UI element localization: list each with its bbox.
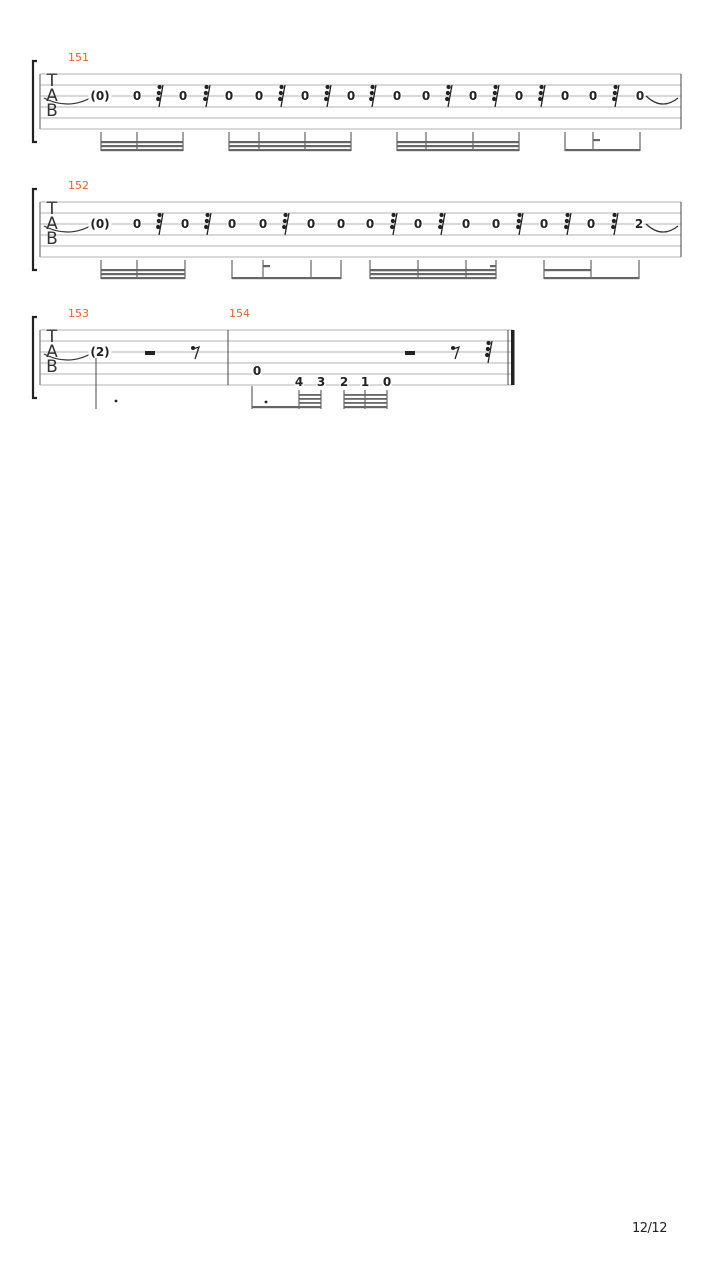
page-number: 12/12: [632, 1221, 667, 1236]
fret-number: 0: [254, 89, 264, 103]
fret-number: 0: [468, 89, 478, 103]
tab-system-1: [33, 51, 681, 151]
fret-number: 0: [588, 89, 598, 103]
half-rest-icon: [405, 351, 415, 355]
fret-number: 0: [560, 89, 570, 103]
measure-number: 151: [68, 51, 89, 64]
fret-number: 0: [539, 217, 549, 231]
rhythm-beam-partial: [263, 265, 270, 267]
fret-number: 0: [365, 217, 375, 231]
final-barline-thick: [511, 330, 515, 385]
fret-number: 0: [413, 217, 423, 231]
fret-number: 0: [300, 89, 310, 103]
fret-number: 2: [634, 217, 644, 231]
rhythm-beam: [229, 141, 351, 143]
measure-number: 152: [68, 179, 89, 192]
tab-clef-letter-b: B: [46, 357, 58, 377]
fret-number: 0: [586, 217, 596, 231]
fret-number: 0: [132, 89, 142, 103]
rhythm-beam: [397, 149, 519, 151]
rhythm-beam-partial: [490, 265, 496, 267]
tab-clef-letter-t: T: [46, 327, 58, 347]
fret-number: 0: [224, 89, 234, 103]
fret-number: (2): [90, 345, 110, 359]
rhythm-beam: [544, 277, 639, 279]
fret-number: 0: [306, 217, 316, 231]
augmentation-dot: [115, 400, 118, 403]
rhythm-beam: [397, 145, 519, 147]
system-bracket: [33, 317, 37, 398]
measure-number: 153: [68, 307, 89, 320]
rhythm-beam: [101, 141, 183, 143]
rhythm-beam: [101, 269, 185, 271]
fret-number: 3: [316, 375, 326, 389]
rhythm-beam: [101, 273, 185, 275]
rhythm-beam: [101, 277, 185, 279]
rhythm-beam: [565, 149, 640, 151]
eighth-rest-icon: [451, 346, 459, 359]
rhythm-beam: [229, 145, 351, 147]
rhythm-beam: [370, 273, 496, 275]
eighth-rest-icon: [191, 346, 199, 359]
fret-number: 0: [382, 375, 392, 389]
tab-system-2: [33, 179, 681, 279]
rhythm-beam: [370, 277, 496, 279]
fret-number: (0): [90, 217, 110, 231]
tie-curve: [646, 224, 678, 232]
rhythm-beam: [344, 406, 387, 408]
tab-system-3: [33, 307, 515, 409]
fret-number: 0: [336, 217, 346, 231]
rhythm-beam: [344, 394, 387, 396]
tab-clef-letter-a: A: [46, 86, 58, 106]
fret-number: 0: [421, 89, 431, 103]
fret-number: 1: [360, 375, 370, 389]
rhythm-beam: [101, 149, 183, 151]
rhythm-beam-partial: [593, 139, 600, 141]
fret-number: (0): [90, 89, 110, 103]
tab-clef-letter-t: T: [46, 199, 58, 219]
tab-clef-letter-a: A: [46, 214, 58, 234]
rhythm-beam: [101, 145, 183, 147]
rhythm-beam: [299, 398, 321, 400]
system-bracket: [33, 189, 37, 270]
rhythm-beam: [252, 406, 321, 408]
fret-number: 0: [491, 217, 501, 231]
fret-number: 0: [635, 89, 645, 103]
rhythm-beam: [344, 398, 387, 400]
fret-number: 0: [178, 89, 188, 103]
fret-number: 0: [392, 89, 402, 103]
tab-clef-letter-a: A: [46, 342, 58, 362]
fret-number: 0: [258, 217, 268, 231]
half-rest-icon: [145, 351, 155, 355]
tab-clef-letter-b: B: [46, 101, 58, 121]
rhythm-beam: [397, 141, 519, 143]
fret-number: 0: [180, 217, 190, 231]
fret-number: 0: [132, 217, 142, 231]
fret-number: 0: [346, 89, 356, 103]
fret-number: 2: [339, 375, 349, 389]
tab-clef-letter-t: T: [46, 71, 58, 91]
rhythm-beam: [229, 149, 351, 151]
rhythm-beam-partial: [370, 269, 418, 271]
system-bracket: [33, 61, 37, 142]
augmentation-dot: [265, 401, 268, 404]
tie-curve: [646, 96, 678, 104]
fret-number: 4: [294, 375, 304, 389]
rhythm-beam: [232, 277, 341, 279]
rhythm-beam: [344, 402, 387, 404]
measure-number: 154: [229, 307, 250, 320]
tab-clef-letter-b: B: [46, 229, 58, 249]
fret-number: 0: [461, 217, 471, 231]
rhythm-beam: [299, 402, 321, 404]
fret-number: 0: [227, 217, 237, 231]
rhythm-beam-partial: [544, 269, 591, 271]
rhythm-beam-partial: [418, 269, 466, 271]
rhythm-beam: [299, 394, 321, 396]
fret-number: 0: [514, 89, 524, 103]
fret-number: 0: [252, 364, 262, 378]
